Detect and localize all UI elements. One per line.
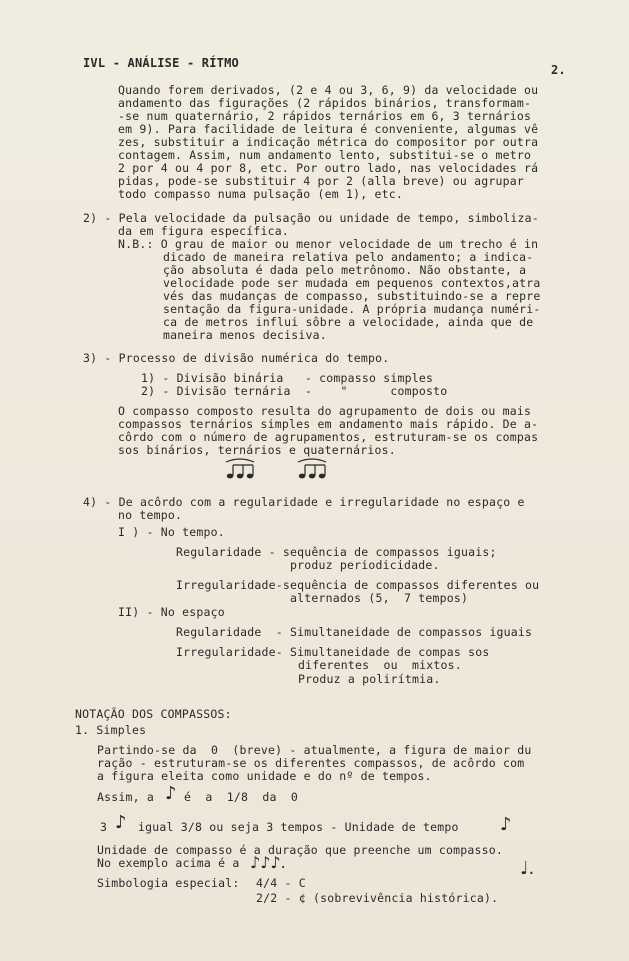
simbologia-label: Simbologia especial: [97, 876, 240, 890]
s4-reg2: Regularidade - Simultaneidade de compassos iguais [176, 625, 533, 639]
s1-line-1: Quando forem derivados, (2 e 4 ou 3, 6, 9) da velocidade ou [118, 83, 539, 97]
s1-line-5: zes, substituir a indicação métrica do compositor por outra [118, 135, 539, 149]
s2-nb-line-5: vés das mudanças de compasso, substituindo-se a repre [163, 289, 541, 303]
page-number: 2. [551, 63, 566, 77]
notacao-p1-b: ração - estruturam-se os diferentes compassos, de acôrdo com [97, 756, 525, 770]
s4-reg1-b: produz periodicidade. [290, 558, 440, 572]
notacao-sub-title: 1. Simples [75, 723, 147, 737]
unidade-line-1: Unidade de compasso é a duração que preenche um compasso. [97, 843, 504, 857]
assim-value: é a 1/8 da 0 [184, 790, 298, 804]
s2-nb-line-4: velocidade pode ser mudada em pequenos contextos,atra [163, 276, 541, 290]
s1-line-6: contagem. Assim, num andamento lento, substitui-se o metro [118, 148, 532, 162]
notacao-p1-c: a figura eleita como unidade e do nº de tempos. [97, 769, 432, 783]
unidade-line-2: No exemplo acima é a [97, 856, 240, 870]
simbologia-value-1: 4/4 - C [256, 876, 306, 890]
eighth-note-icon: ♪ [165, 783, 177, 804]
s2-nb-line-7: ca de metros influi sôbre a velocidade, ainda que de [163, 315, 534, 329]
s4-sub2-title: II) - No espaço [118, 605, 225, 619]
assim-label: Assim, a [97, 790, 154, 804]
simbologia-value-2: 2/2 - ¢ (sobrevivência histórica). [256, 891, 499, 905]
example-rest: igual 3/8 ou seja 3 tempos - Unidade de tempo [138, 820, 459, 834]
s4-sub1-title: I ) - No tempo. [118, 525, 225, 539]
s1-line-8: pidas, pode-se substituir 4 por 2 (alla breve) ou agrupar [118, 174, 525, 188]
s1-line-9: todo compasso numa pulsação (em 1), etc. [118, 187, 403, 201]
s2-nb-line-2: dicado de maneira relativa pelo andamento; a indica- [163, 250, 534, 264]
notacao-title: NOTAÇÃO DOS COMPASSOS: [75, 707, 232, 721]
s1-line-3: -se num quaternário, 2 rápidos ternários em 6, 3 ternários [118, 109, 532, 123]
s2-line-2: da em figura específica. [118, 224, 289, 238]
s1-line-2: andamento das figurações (2 rápidos binários, transformam- [118, 96, 532, 110]
dotted-quarter-note-icon: ♩. [520, 858, 535, 879]
s3-line-4: sos binários, ternários e quaternários. [118, 443, 396, 457]
document-header-title: IVL - ANÁLISE - RÍTMO [83, 56, 239, 70]
s3-line-1: O compasso composto resulta do agrupamento de dois ou mais [118, 404, 532, 418]
s3-title: 3) - Processo de divisão numérica do tempo. [83, 351, 390, 365]
s2-nb-line-6: sentação da figura-unidade. A própria mudança numéri- [163, 302, 541, 316]
s3-item-2: 2) - Divisão ternária - " composto [141, 384, 448, 398]
s4-line-1: 4) - De acôrdo com a regularidade e irregularidade no espaço e [83, 495, 525, 509]
s4-irr1-b: alternados (5, 7 tempos) [290, 591, 469, 605]
s4-line-2: no tempo. [118, 508, 183, 522]
example-3: 3 [100, 820, 108, 834]
eighth-note-icon: ♪ [115, 812, 127, 833]
notacao-p1-a: Partindo-se da 0 (breve) - atualmente, a figura de maior du [97, 743, 532, 757]
s2-line-1: 2) - Pela velocidade da pulsação ou unidade de tempo, simboliza- [83, 211, 539, 225]
s3-line-3: côrdo com o número de agrupamentos, estruturam-se os compas [118, 430, 539, 444]
eighth-note-icon: ♪ [500, 814, 512, 835]
s4-irr2-a: Irregularidade- Simultaneidade de compas sos [176, 645, 490, 659]
s4-irr2-b: diferentes ou mixtos. [298, 658, 462, 672]
s4-reg1-a: Regularidade - sequência de compassos iguais; [176, 545, 497, 559]
eighth-note-triplets-icon [222, 456, 362, 484]
s2-nb-line-1: N.B.: O grau de maior ou menor velocidade de um trecho é in [118, 237, 539, 251]
s4-irr1-a: Irregularidade-sequência de compassos diferentes ou [176, 578, 540, 592]
s2-nb-line-8: maneira menos decisiva. [163, 328, 327, 342]
s4-irr2-c: Produz a polirítmia. [298, 672, 441, 686]
s3-line-2: compassos ternários simples em andamento mais rápido. De a- [118, 417, 539, 431]
s3-item-1: 1) - Divisão binária - compasso simples [141, 371, 434, 385]
s1-line-4: em 9). Para facilidade de leitura é conveniente, algumas vê [118, 122, 539, 136]
s2-nb-line-3: ção absoluta é dada pelo metrônomo. Não obstante, a [163, 263, 527, 277]
s1-line-7: 2 por 4 ou 4 por 8, etc. Por outro lado, nas velocidades rá [118, 161, 539, 175]
eighth-note-triplet-icon: ♪♪♪. [250, 853, 286, 872]
